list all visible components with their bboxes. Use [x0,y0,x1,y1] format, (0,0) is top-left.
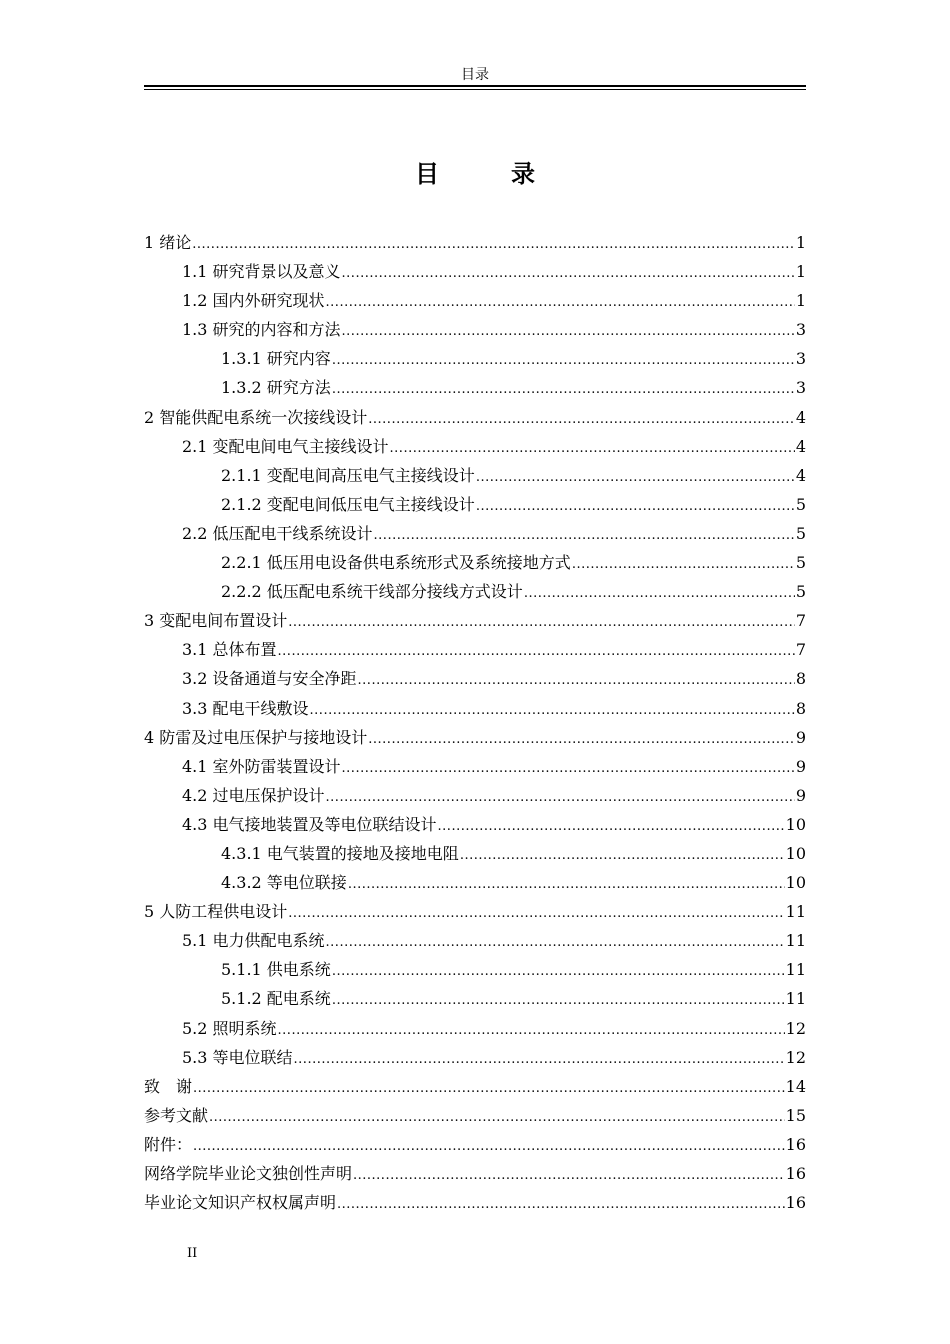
toc-entry-page: 5 [795,494,806,514]
toc-entry-label: 2.1 变配电间电气主接线设计 [182,436,389,456]
toc-entry[interactable] [144,897,806,926]
toc-entry[interactable] [144,577,806,606]
toc-entry-label: 3.1 总体布置 [182,640,277,660]
toc-entry[interactable] [144,1014,806,1043]
toc-dot-leader [192,230,795,259]
toc-entry[interactable] [144,635,806,664]
toc-entry-page: 11 [785,989,806,1009]
toc-entry-label: 2.1.1 变配电间高压电气主接线设计 [221,465,475,485]
toc-title: 目 录 [415,160,559,188]
toc-entry-page: 10 [785,814,806,834]
toc-dot-leader [572,550,795,579]
toc-entry-label: 2.2.2 低压配电系统干线部分接线方式设计 [221,582,523,602]
toc-dot-leader [332,986,785,1015]
toc-entry-label: 4.2 过电压保护设计 [182,785,325,805]
toc-entry-page: 8 [795,669,806,689]
toc-entry[interactable] [144,432,806,461]
toc-entry[interactable] [144,1072,806,1101]
toc-entry-label: 3 变配电间布置设计 [144,611,288,631]
toc-entry[interactable] [144,257,806,286]
toc-entry[interactable] [144,926,806,955]
toc-entry-label: 4.1 室外防雷装置设计 [182,756,341,776]
toc-dot-leader [353,1161,785,1190]
toc-entry-page: 15 [785,1105,806,1125]
toc-entry-label: 1.3.1 研究内容 [221,349,331,369]
toc-entry-label: 5.3 等电位联结 [182,1047,293,1067]
toc-entry[interactable] [144,664,806,693]
toc-entry-page: 12 [785,1018,806,1038]
toc-entry[interactable] [144,1188,806,1217]
toc-dot-leader [326,928,785,957]
toc-dot-leader [332,957,785,986]
toc-entry-page: 3 [795,378,806,398]
toc-entry[interactable] [144,723,806,752]
toc-entry-label: 2 智能供配电系统一次接线设计 [144,407,368,427]
toc-entry-page: 4 [795,407,806,427]
toc-dot-leader [476,463,795,492]
toc-entry-label: 附件： [144,1134,193,1154]
toc-entry-label: 4 防雷及过电压保护与接地设计 [144,727,368,747]
toc-entry-page: 11 [785,960,806,980]
toc-entry-page: 5 [795,553,806,573]
toc-dot-leader [278,1016,785,1045]
toc-entry-page: 9 [795,756,806,776]
toc-entry[interactable] [144,461,806,490]
toc-entry-label: 3.3 配电干线敷设 [182,698,309,718]
toc-entry-page: 1 [795,291,806,311]
toc-entry[interactable] [144,810,806,839]
toc-entry-label: 参考文献 [144,1105,209,1125]
toc-dot-leader [337,1190,785,1219]
toc-entry[interactable] [144,519,806,548]
toc-entry-label: 2.2 低压配电干线系统设计 [182,523,373,543]
toc-entry[interactable] [144,839,806,868]
toc-entry[interactable] [144,286,806,315]
toc-entry-page: 10 [785,873,806,893]
toc-dot-leader [342,317,795,346]
toc-dot-leader [332,375,795,404]
toc-entry-label: 1.2 国内外研究现状 [182,291,325,311]
toc-entry-label: 致 谢 [144,1076,193,1096]
toc-entry-page: 3 [795,349,806,369]
toc-entry-page: 1 [795,233,806,252]
toc-dot-leader [288,608,795,637]
toc-entry-page: 9 [795,727,806,747]
toc-entry-label: 4.3.2 等电位联接 [221,873,347,893]
toc-entry-page: 9 [795,785,806,805]
toc-entry[interactable] [144,868,806,897]
toc-dot-leader [524,579,795,608]
toc-entry-page: 16 [785,1164,806,1183]
toc-entry[interactable] [144,315,806,344]
toc-entry[interactable] [144,373,806,402]
toc-dot-leader [278,637,795,666]
toc-entry-label: 5.1.1 供电系统 [221,960,331,980]
toc-dot-leader [368,725,795,754]
toc-entry-label: 1.1 研究背景以及意义 [182,262,341,282]
toc-entry-label: 网络学院毕业论文独创性声明 [144,1164,353,1183]
toc-dot-leader [193,1132,785,1161]
toc-entry-page: 1 [795,262,806,282]
toc-entry[interactable] [144,606,806,635]
header-rule-thin [144,89,806,90]
toc-entry-page: 14 [785,1076,806,1096]
toc-entry-label: 4.3.1 电气装置的接地及接地电阻 [221,843,459,863]
header-title: 目录 [461,67,489,83]
toc-dot-leader [390,434,795,463]
toc-dot-leader [288,899,784,928]
toc-entry[interactable] [144,955,806,984]
toc-entry-page: 16 [785,1134,806,1154]
toc-entry-page: 16 [785,1193,806,1213]
toc-entry-label: 毕业论文知识产权权属声明 [144,1193,337,1213]
page-number: II [187,1246,198,1261]
toc-dot-leader [374,521,795,550]
table-of-contents [144,228,806,1217]
toc-entry-page: 7 [795,611,806,631]
toc-entry[interactable] [144,344,806,373]
toc-dot-leader [193,1074,785,1103]
toc-entry-page: 3 [795,320,806,340]
toc-entry-page: 5 [795,523,806,543]
toc-entry[interactable] [144,1043,806,1072]
toc-dot-leader [348,870,785,899]
toc-entry-page: 5 [795,582,806,602]
toc-dot-leader [310,696,795,725]
toc-entry-label: 1 绪论 [144,233,192,252]
toc-entry-page: 8 [795,698,806,718]
toc-entry-label: 4.3 电气接地装置及等电位联结设计 [182,814,437,834]
toc-dot-leader [358,666,795,695]
toc-dot-leader [332,346,795,375]
toc-dot-leader [342,754,795,783]
toc-entry-page: 11 [785,902,806,922]
toc-dot-leader [460,841,785,870]
toc-entry[interactable] [144,228,806,257]
toc-dot-leader [294,1045,785,1074]
toc-dot-leader [326,288,795,317]
toc-entry[interactable] [144,1130,806,1159]
toc-entry-label: 5.1 电力供配电系统 [182,931,325,951]
toc-entry[interactable] [144,403,806,432]
toc-dot-leader [326,783,795,812]
toc-entry[interactable] [144,490,806,519]
toc-entry-label: 1.3.2 研究方法 [221,378,331,398]
toc-entry[interactable] [144,694,806,723]
toc-entry-page: 12 [785,1047,806,1067]
toc-entry-label: 3.2 设备通道与安全净距 [182,669,357,689]
toc-entry-label: 5.1.2 配电系统 [221,989,331,1009]
header-rule-thick [144,85,806,87]
toc-dot-leader [209,1103,785,1132]
toc-dot-leader [368,405,795,434]
toc-entry[interactable] [144,1101,806,1130]
toc-entry[interactable] [144,1159,806,1188]
toc-entry[interactable] [144,781,806,810]
toc-dot-leader [476,492,795,521]
toc-entry-page: 4 [795,465,806,485]
toc-entry-label: 5 人防工程供电设计 [144,902,288,922]
toc-entry-label: 1.3 研究的内容和方法 [182,320,341,340]
toc-entry-label: 2.1.2 变配电间低压电气主接线设计 [221,494,475,514]
toc-entry-page: 11 [785,931,806,951]
toc-dot-leader [342,259,795,288]
toc-entry[interactable] [144,752,806,781]
toc-entry-page: 10 [785,843,806,863]
toc-entry[interactable] [144,548,806,577]
toc-entry-page: 4 [795,436,806,456]
toc-entry[interactable] [144,984,806,1013]
toc-dot-leader [438,812,785,841]
toc-entry-label: 2.2.1 低压用电设备供电系统形式及系统接地方式 [221,553,571,573]
toc-entry-page: 7 [795,640,806,660]
toc-entry-label: 5.2 照明系统 [182,1018,277,1038]
